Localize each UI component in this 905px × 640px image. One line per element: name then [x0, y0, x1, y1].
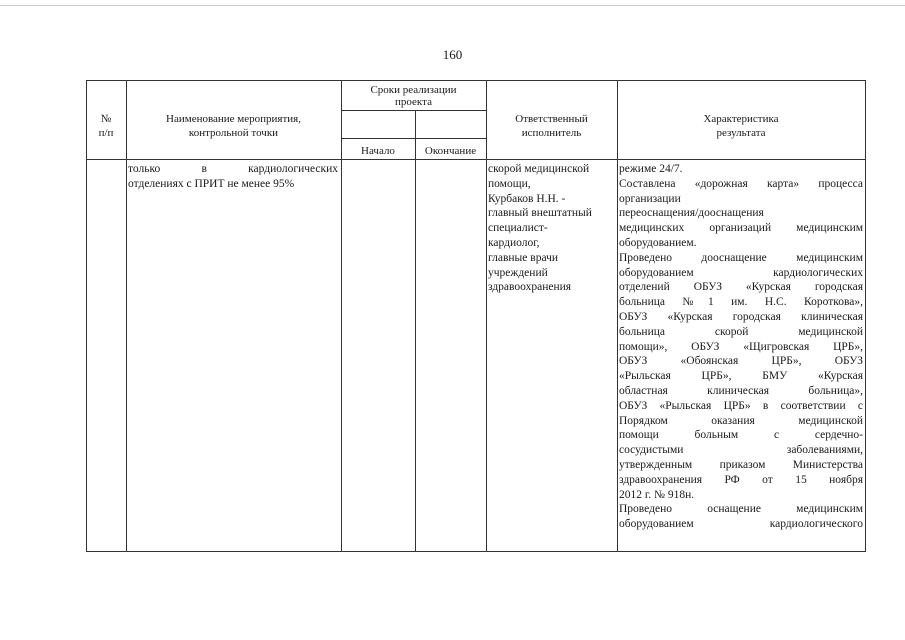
result-line: ОБУЗ «Обоянская ЦРБ», ОБУЗ	[619, 355, 863, 368]
result-line: ОБУЗ «Курская городская клиническая	[619, 310, 863, 323]
result-line: «Рыльская ЦРБ», БМУ «Курская	[619, 370, 863, 383]
result-line: больница скорой медицинской	[619, 325, 863, 338]
responsible-line: главные врачи	[488, 251, 559, 264]
result-line: организации	[619, 192, 681, 205]
result-line: Составлена «дорожная карта» процесса	[619, 177, 863, 190]
row-name-cell	[128, 162, 338, 192]
header-responsible: Ответственный исполнитель	[515, 113, 588, 139]
header-name: Наименование мероприятия, контрольной точки	[166, 113, 301, 139]
header-end: Окончание	[424, 145, 477, 157]
col-divider-responsible	[617, 80, 618, 552]
result-line: здравоохранения РФ от 15 ноября	[619, 473, 863, 486]
responsible-line: кардиолог,	[488, 236, 540, 249]
result-line: ОБУЗ «Рыльская ЦРБ» в соответствии с	[619, 399, 863, 412]
row-result-cell	[619, 162, 863, 532]
table-border-bottom	[86, 551, 866, 552]
result-line: переоснащения/дооснащения	[619, 207, 764, 220]
top-scan-rule	[0, 5, 905, 6]
result-line: Проведено дооснащение медицинским	[619, 251, 863, 264]
col-divider-num	[126, 80, 127, 552]
header-num: № п/п	[98, 113, 114, 139]
result-line: сосудистыми заболеваниями,	[619, 444, 863, 457]
table-border-right	[865, 80, 866, 552]
row-responsible-cell	[488, 162, 616, 295]
responsible-line: главный внештатный	[488, 207, 592, 220]
result-line: режиме 24/7.	[619, 163, 683, 175]
result-line: оборудованием.	[619, 236, 697, 249]
header-bottom-line	[86, 159, 866, 160]
period-subheader-line-2	[341, 138, 486, 139]
result-line: оборудованием кардиологических	[619, 266, 863, 279]
result-line: оборудованием кардиологического	[619, 518, 863, 531]
name-line: отделениях с ПРИТ не менее 95%	[128, 177, 295, 190]
result-line: 2012 г. № 918н.	[619, 488, 695, 501]
period-subheader-line	[341, 110, 486, 111]
header-start: Начало	[361, 145, 395, 157]
page-number: 160	[442, 47, 463, 62]
responsible-line: Курбаков Н.Н. -	[488, 192, 566, 205]
result-line: отделений ОБУЗ «Курская городская	[619, 281, 863, 294]
responsible-line: учреждений	[488, 266, 548, 279]
responsible-line: специалист-	[488, 222, 548, 235]
result-line: помощи больным с сердечно-	[619, 429, 863, 442]
header-result: Характеристика результата	[703, 113, 779, 139]
responsible-line: помощи,	[488, 177, 531, 190]
table-border-top	[86, 80, 866, 81]
result-line: помощи», ОБУЗ «Щигровская ЦРБ»,	[619, 340, 863, 353]
header-period: Сроки реализации проекта	[370, 84, 457, 108]
result-line: медицинских организаций медицинским	[619, 222, 863, 235]
name-line: только в кардиологических	[128, 163, 338, 175]
result-line: Проведено оснащение медицинским	[619, 503, 863, 516]
col-divider-start	[415, 110, 416, 552]
responsible-line: здравоохранения	[488, 281, 572, 294]
table-border-left	[86, 80, 87, 552]
responsible-line: скорой медицинской	[488, 163, 590, 175]
result-line: областная клиническая больница»,	[619, 384, 863, 397]
result-line: больница №1 им. Н.С. Короткова»,	[619, 296, 863, 309]
result-line: Порядком оказания медицинской	[619, 414, 863, 427]
result-line: утвержденным приказом Министерства	[619, 458, 863, 471]
measures-table	[86, 80, 866, 552]
col-divider-period	[486, 80, 487, 552]
